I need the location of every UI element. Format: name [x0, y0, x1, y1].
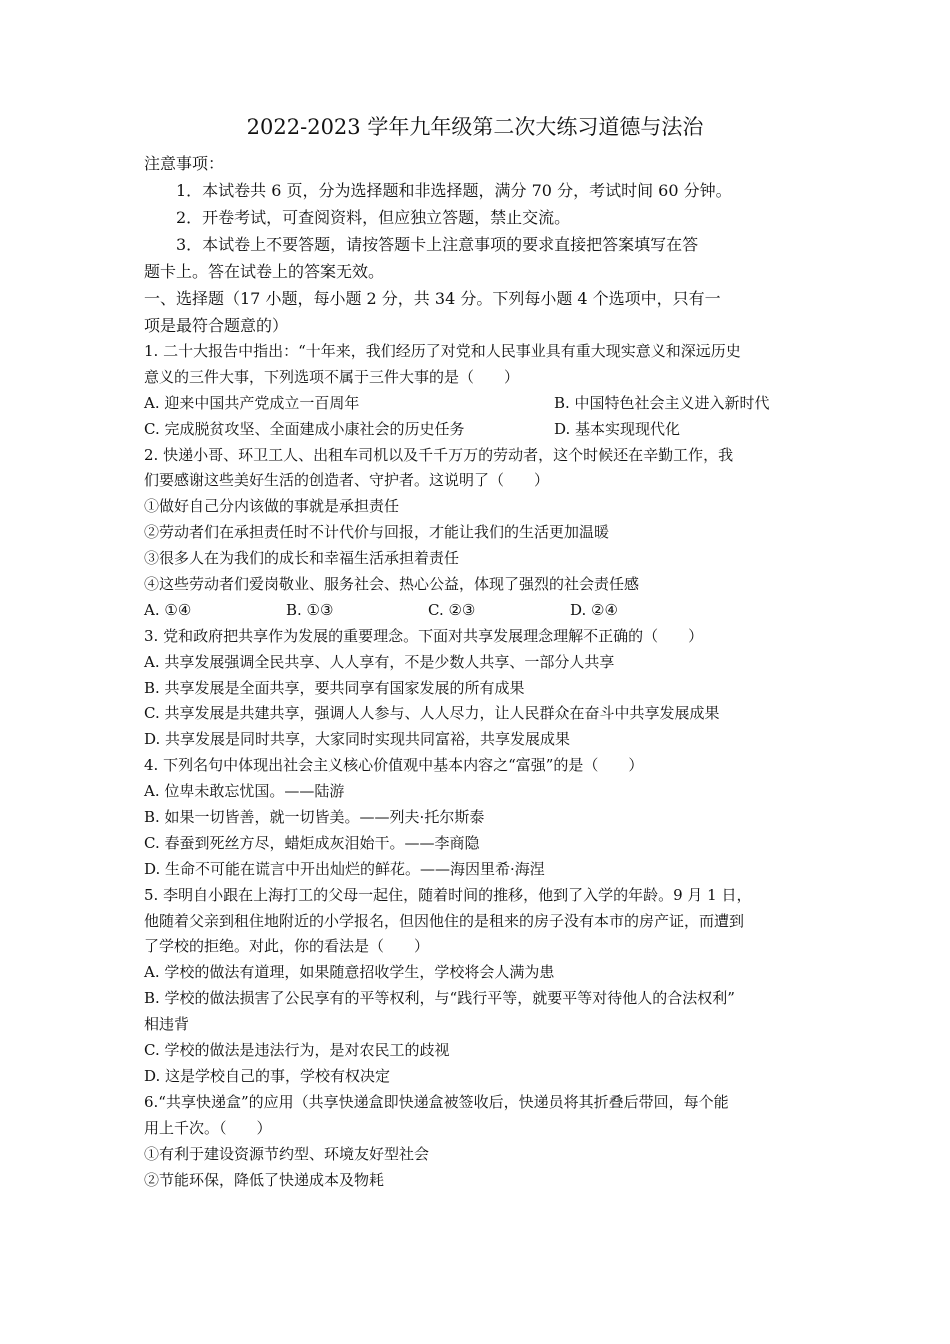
question-4-option-d: D. 生命不可能在谎言中开出灿烂的鲜花。——海因里希·海涅	[144, 859, 545, 878]
question-2-option-c: C. ②③	[428, 600, 476, 619]
question-5-stem-continued: 了学校的拒绝。对此，你的看法是（ ）	[144, 937, 430, 956]
question-4-option-a: A. 位卑未敢忘忧国。——陆游	[144, 782, 345, 801]
question-2-option-b: B. ①③	[286, 600, 334, 619]
question-5-option-c: C. 学校的做法是违法行为，是对农民工的歧视	[144, 1041, 450, 1060]
question-4-stem: 4. 下列名句中体现出社会主义核心价值观中基本内容之“富强”的是（ ）	[144, 756, 644, 775]
question-6-statement: ②节能环保，降低了快递成本及物耗	[144, 1170, 385, 1189]
question-1-stem: 1. 二十大报告中指出：“十年来，我们经历了对党和人民事业具有重大现实意义和深远历史	[144, 342, 741, 360]
question-5-stem-continued: 他随着父亲到租住地附近的小学报名，但因他住的是租来的房子没有本市的房产证，而遭到	[144, 911, 745, 930]
notice-item-continued: 题卡上。答在试卷上的答案无效。	[144, 262, 385, 281]
question-6-stem-continued: 用上千次。（ ）	[144, 1118, 272, 1137]
question-4-option-c: C. 春蚕到死丝方尽，蜡炬成灰泪始干。——李商隐	[144, 833, 480, 852]
question-3-stem: 3. 党和政府把共享作为发展的重要理念。下面对共享发展理念理解不正确的（ ）	[144, 626, 704, 645]
notice-item: 1．本试卷共 6 页，分为选择题和非选择题，满分 70 分，考试时间 60 分钟。	[176, 181, 732, 200]
question-2-option-d: D. ②④	[570, 600, 618, 619]
question-1-stem-continued: 意义的三件大事，下列选项不属于三件大事的是（ ）	[144, 367, 520, 386]
question-5-option-b-continued: 相违背	[144, 1015, 190, 1034]
question-3-option-c: C. 共享发展是共建共享，强调人人参与、人人尽力，让人民群众在奋斗中共享发展成果	[144, 704, 720, 723]
question-1-option-d: D. 基本实现现代化	[554, 419, 681, 438]
notice-item: 3．本试卷上不要答题，请按答题卡上注意事项的要求直接把答案填写在答	[176, 235, 699, 254]
question-4-option-b: B. 如果一切皆善，就一切皆美。——列夫·托尔斯泰	[144, 808, 485, 827]
section-heading: 一、选择题（17 小题，每小题 2 分，共 34 分。下列每小题 4 个选项中，只有一	[144, 289, 721, 308]
question-5-option-b: B. 学校的做法损害了公民享有的平等权利，与“践行平等，就要平等对待他人的合法权利”	[144, 989, 735, 1008]
question-5-option-a: A. 学校的做法有道理，如果随意招收学生，学校将会人满为患	[144, 963, 555, 982]
notice-heading: 注意事项：	[144, 154, 225, 173]
question-1-option-a: A. 迎来中国共产党成立一百周年	[144, 393, 360, 412]
question-1-option-b: B. 中国特色社会主义进入新时代	[554, 393, 770, 412]
question-5-stem: 5. 李明自小跟在上海打工的父母一起住，随着时间的推移，他到了入学的年龄。9 月 1 日，	[144, 885, 752, 904]
question-2-statement: ③很多人在为我们的成长和幸福生活承担着责任	[144, 549, 460, 568]
question-2-statement: ②劳动者们在承担责任时不计代价与回报，才能让我们的生活更加温暖	[144, 523, 610, 542]
exam-title: 2022-2023 学年九年级第二次大练习道德与法治	[246, 115, 704, 139]
section-heading-continued: 项是最符合题意的）	[144, 316, 289, 335]
question-1-options-row	[144, 417, 814, 443]
question-6-stem: 6.“共享快递盒”的应用（共享快递盒即快递盒被签收后，快递员将其折叠后带回，每个能	[144, 1092, 729, 1111]
exam-content	[144, 150, 814, 1193]
question-2-statement: ①做好自己分内该做的事就是承担责任	[144, 497, 400, 516]
question-3-option-d: D. 共享发展是同时共享，大家同时实现共同富裕，共享发展成果	[144, 730, 571, 749]
question-2-options-row	[144, 598, 814, 624]
question-5-option-d: D. 这是学校自己的事，学校有权决定	[144, 1066, 391, 1085]
question-6-statement: ①有利于建设资源节约型、环境友好型社会	[144, 1144, 430, 1163]
question-1-options-row	[144, 391, 814, 417]
question-2-option-a: A. ①④	[144, 600, 192, 619]
question-2-stem: 2. 快递小哥、环卫工人、出租车司机以及千千万万的劳动者，这个时候还在辛勤工作，我	[144, 445, 734, 464]
notice-item: 2．开卷考试，可查阅资料，但应独立答题，禁止交流。	[176, 208, 571, 227]
question-3-option-b: B. 共享发展是全面共享，要共同享有国家发展的所有成果	[144, 678, 525, 697]
question-1-option-c: C. 完成脱贫攻坚、全面建成小康社会的历史任务	[144, 419, 465, 438]
question-2-statement: ④这些劳动者们爱岗敬业、服务社会、热心公益，体现了强烈的社会责任感	[144, 575, 640, 594]
question-2-stem-continued: 们要感谢这些美好生活的创造者、守护者。这说明了（ ）	[144, 471, 550, 490]
question-3-option-a: A. 共享发展强调全民共享、人人享有，不是少数人共享、一部分人共享	[144, 652, 615, 671]
